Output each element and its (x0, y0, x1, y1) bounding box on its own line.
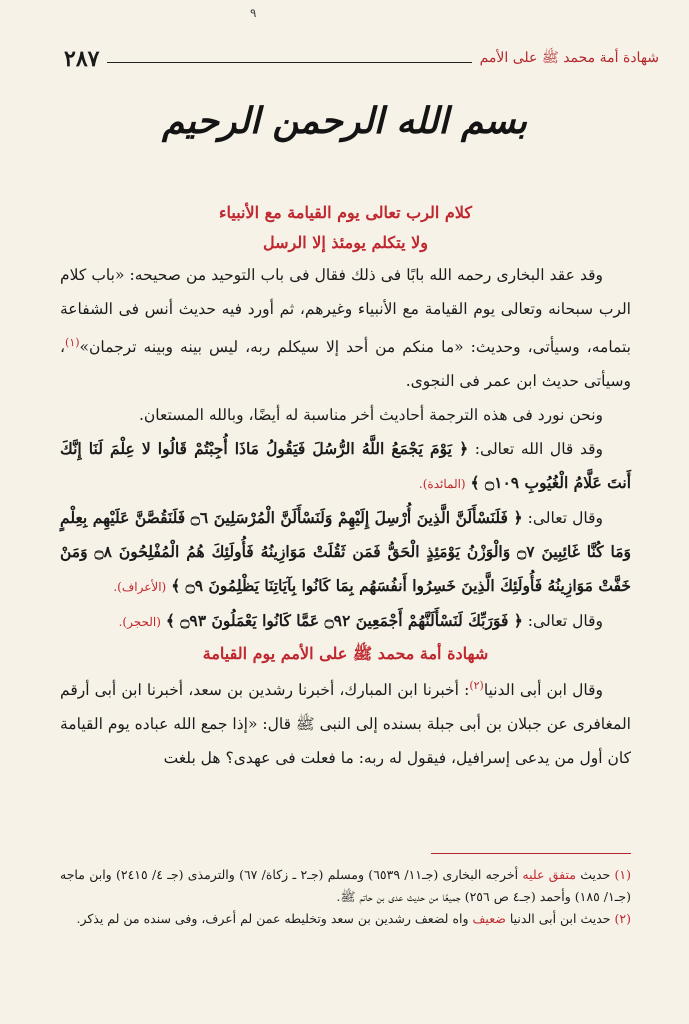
footnote-1 (60, 864, 631, 908)
paragraph-bukhari (60, 258, 631, 398)
paragraph-text: وقد قال الله تعالى: (468, 440, 604, 459)
hadith-grade: ضعيف (472, 911, 506, 926)
main-text (60, 198, 631, 775)
page-number: ٢٨٧ (64, 46, 100, 72)
footnote-text: أخرجه البخارى (جـ١١/ ٦٥٣٩) ومسلم (جـ٢ ـ زكاة/ ٦٧) والترمذى (جـ ٤/ ٢٤١٥) وابن ماجه (جـ١/ ١٨٥) وأحمد (جـ٤ ص ٢٥٦) جميعًا من حديث عدى بن حاتم ﷺ. (60, 867, 631, 904)
surah-name: (الحجر). (118, 615, 161, 630)
paragraph-text: : أخبرنا ابن المبارك، أخبرنا رشدين بن سعد، أخبرنا ابن أبى أرقم المغافرى عن جبلان بن أبى جبلة بسنده إلى النبى ﷺ قال: «إذا جمع الله عباده يوم القيامة كان أول من يدعى إسرافيل، فيقول له ربه: ما فعلت فى عهدى؟ هل بلغت (60, 681, 631, 768)
paragraph-verse-maidah (60, 432, 631, 501)
quran-verse: ﴿ يَوْمَ يَجْمَعُ اللَّهُ الرُّسُلَ فَيَقُولُ مَاذَا أُجِبْتُمْ قَالُوا لا عِلْمَ لَنَا إِنَّكَ أَنتَ عَلَّامُ الْغُيُوبِ ۝١٠٩ ﴾ (60, 439, 631, 493)
paragraph-verse-araf (60, 501, 631, 604)
paragraph-text: وقد عقد البخارى رحمه الله بابًا فى ذلك فقال فى باب التوحيد من صحيحه: «باب كلام الرب سبحانه وتعالى يوم القيامة مع الأنبياء وغيرهم، ثم أورد فيه حديث أنس فى الشفاعة بتمامه، وسيأتى، وحديث: «ما منكم من أحد إلا سيكلم ربه، ليس بينه وبينه ترجمان» (60, 266, 631, 357)
footnotes (60, 864, 631, 930)
footnote-text: واه لضعف رشدين بن سعد وتخليطه عمن لم أعرف، وفى سنده من لم يذكر. (76, 911, 473, 926)
section-heading-1: كلام الرب تعالى يوم القيامة مع الأنبياء (218, 203, 472, 222)
top-mark: ٩ (250, 6, 257, 20)
basmala-calligraphy: بسم الله الرحمن الرحيم (161, 100, 528, 142)
footnote-text: حديث (575, 867, 615, 882)
footnote-2 (60, 908, 631, 930)
paragraph-text: ، وسيأتى حديث ابن عمر فى النجوى. (60, 338, 631, 391)
footnote-text: حديث ابن أبى الدنيا (505, 911, 615, 926)
running-title: شهادة أمة محمد ﷺ على الأمم (479, 50, 659, 66)
footnote-divider (431, 853, 631, 854)
section-subheading-1: ولا يتكلم يومئذ إلا الرسل (263, 233, 428, 252)
surah-name: (الأعراف). (113, 580, 167, 595)
footnote-ref-1: (١) (65, 336, 80, 349)
header-rule (107, 62, 471, 63)
paragraph-text: وقال تعالى: (522, 612, 603, 631)
page-header (64, 44, 659, 74)
hadith-grade: متفق عليه (522, 867, 576, 882)
paragraph-text: وقال ابن أبى الدنيا (483, 681, 603, 700)
footnote-number: (١) (614, 867, 632, 882)
quran-verse: ﴿ فَلَنَسْأَلَنَّ الَّذِينَ أُرْسِلَ إِلَيْهِمْ وَلَنَسْأَلَنَّ الْمُرْسَلِينَ ۝٦ فَلَنَقُصَّنَّ عَلَيْهِم بِعِلْمٍ وَمَا كُنَّا غَائِبِينَ ۝٧ وَالْوَزْنُ يَوْمَئِذٍ الْحَقُّ فَمَن ثَقُلَتْ مَوَازِينُهُ فَأُولَئِكَ هُمُ الْمُفْلِحُونَ ۝٨ وَمَنْ خَفَّتْ مَوَازِينُهُ فَأُولَئِكَ الَّذِينَ خَسِرُوا أَنفُسَهُم بِمَا كَانُوا بِآيَاتِنَا يَظْلِمُونَ ۝٩ ﴾ (60, 508, 631, 596)
surah-name: (المائدة). (418, 477, 466, 492)
footnote-ref-2: (٢) (469, 679, 484, 693)
paragraph-text: وقال تعالى: (522, 509, 603, 528)
paragraph-intro: ونحن نورد فى هذه الترجمة أحاديث أخر مناسبة له أيضًا، وبالله المستعان. (138, 406, 603, 425)
section-heading-2: شهادة أمة محمد ﷺ على الأمم يوم القيامة (202, 644, 489, 664)
quran-verse: ﴿ فَوَرَبِّكَ لَنَسْأَلَنَّهُمْ أَجْمَعِينَ ۝٩٢ عَمَّا كَانُوا يَعْمَلُونَ ۝٩٣ ﴾ (165, 611, 523, 631)
paragraph-hadith (60, 669, 631, 775)
footnote-number: (٢) (614, 911, 631, 926)
paragraph-verse-hijr (60, 604, 631, 639)
